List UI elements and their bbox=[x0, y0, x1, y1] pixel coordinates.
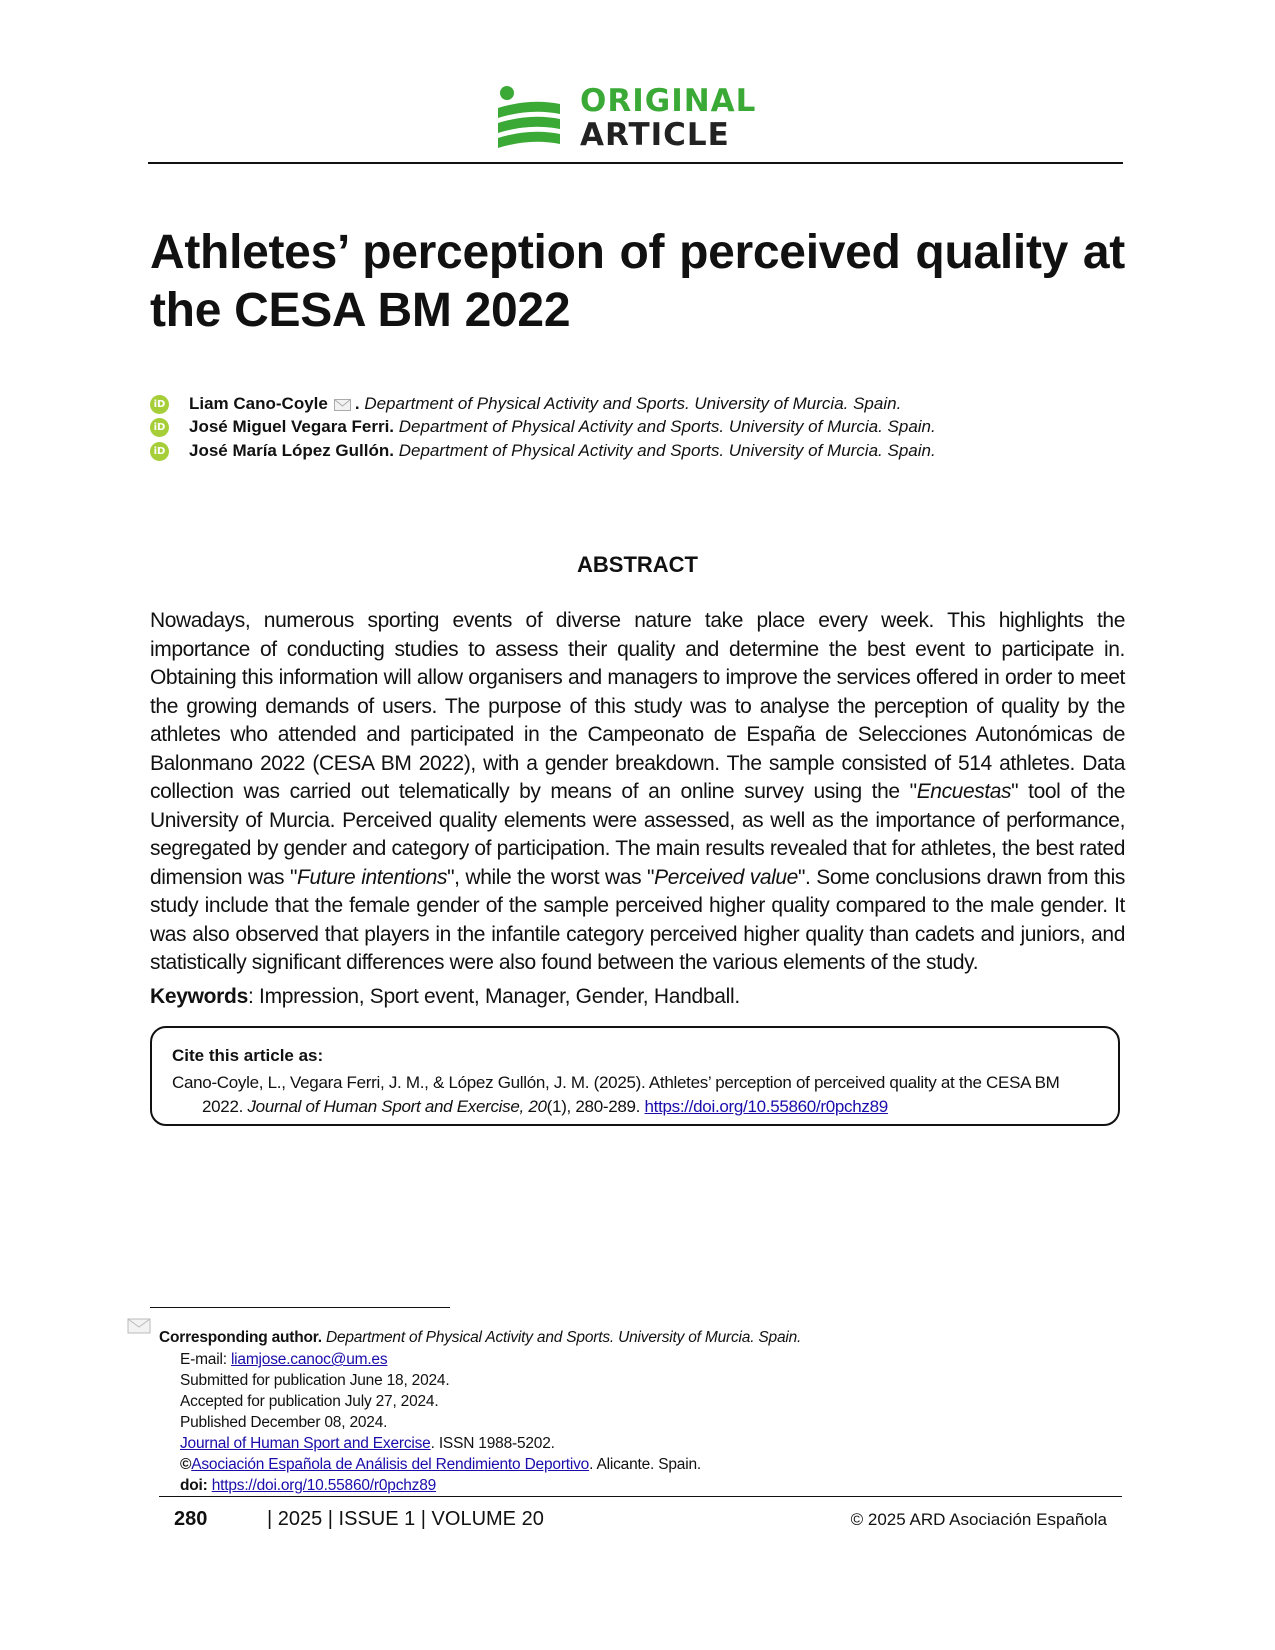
author-line-2 bbox=[150, 416, 1130, 438]
author-affiliation: Department of Physical Activity and Sports. University of Murcia. Spain. bbox=[398, 417, 936, 436]
citation-journal: Journal of Human Sport and Exercise, 20 bbox=[247, 1097, 547, 1116]
citation-heading: Cite this article as: bbox=[172, 1046, 324, 1065]
orcid-icon[interactable]: iD bbox=[150, 418, 169, 437]
accepted-date: Accepted for publication July 27, 2024. bbox=[180, 1393, 439, 1410]
footnote-rule bbox=[150, 1307, 450, 1308]
citation-text: Cano-Coyle, L., Vegara Ferri, J. M., & López Gullón, J. M. (2025). Athletes’ perception of perceived quality at the CESA BM 2022. Journal of Human Sport and Exercise, 20(1), 280-289. https://doi.org/10.55860/r0pchz89 bbox=[172, 1073, 1060, 1116]
author-name: José Miguel Vegara Ferri. bbox=[189, 417, 395, 436]
abstract-text: " tool of the University of Murcia. Perceived quality elements were assessed, as well as the importance of performance, segregated by gender and category of participation. The main results revealed that for athletes, the best rated dimension was " bbox=[150, 780, 1125, 889]
journal-issn-line: Journal of Human Sport and Exercise. ISSN 1988-5202. bbox=[180, 1435, 555, 1452]
article-title: Athletes’ perception of perceived quality at the CESA BM 2022 bbox=[150, 226, 1125, 337]
envelope-icon[interactable] bbox=[334, 399, 351, 411]
author-name: José María López Gullón. bbox=[189, 441, 394, 460]
header-rule bbox=[148, 162, 1123, 164]
abstract-body bbox=[150, 607, 1125, 978]
keywords bbox=[150, 983, 1125, 1011]
abstract-text: ", while the worst was " bbox=[447, 865, 655, 889]
abstract-best-dimension: Future intentions bbox=[297, 865, 448, 889]
keywords-label: Keywords bbox=[150, 985, 248, 1008]
author-name: Liam Cano-Coyle bbox=[189, 394, 328, 413]
badge-word-original: ORIGINAL bbox=[580, 83, 757, 119]
association-link[interactable]: Asociación Española de Análisis del Rendimiento Deportivo bbox=[191, 1456, 590, 1473]
original-article-badge bbox=[498, 83, 778, 153]
email-link[interactable]: liamjose.canoc@um.es bbox=[230, 1351, 388, 1368]
abstract-text: ". Some conclusions drawn from this study include that the female gender of the sample perceived higher quality compared to the male gender. It was also observed that players in the infantile category perceived higher quality than cadets and juniors, and statistically significant differences were also found between the various elements of the study. bbox=[150, 865, 1125, 974]
issue-info: | 2025 | ISSUE 1 | VOLUME 20 bbox=[267, 1508, 544, 1530]
journal-logo-icon bbox=[498, 86, 562, 152]
badge-word-article: ARTICLE bbox=[580, 117, 730, 153]
email-line: E-mail: liamjose.canoc@um.es bbox=[180, 1351, 388, 1368]
doi-link[interactable]: https://doi.org/10.55860/r0pchz89 bbox=[211, 1477, 437, 1494]
journal-link[interactable]: Journal of Human Sport and Exercise bbox=[180, 1435, 431, 1452]
submitted-date: Submitted for publication June 18, 2024. bbox=[180, 1372, 450, 1389]
published-date: Published December 08, 2024. bbox=[180, 1414, 388, 1431]
orcid-icon[interactable]: iD bbox=[150, 395, 169, 414]
citation-doi-link[interactable]: https://doi.org/10.55860/r0pchz89 bbox=[644, 1097, 888, 1116]
citation-box bbox=[150, 1026, 1120, 1126]
orcid-icon[interactable]: iD bbox=[150, 442, 169, 461]
doi-line: doi: https://doi.org/10.55860/r0pchz89 bbox=[180, 1477, 437, 1494]
association-line: ©Asociación Española de Análisis del Rendimiento Deportivo. Alicante. Spain. bbox=[180, 1456, 701, 1473]
abstract-worst-dimension: Perceived value bbox=[654, 865, 798, 889]
copyright-footer: © 2025 ARD Asociación Española bbox=[850, 1510, 1107, 1529]
author-affiliation: Department of Physical Activity and Sports. University of Murcia. Spain. bbox=[364, 394, 902, 413]
envelope-icon bbox=[127, 1316, 151, 1334]
abstract-text: Nowadays, numerous sporting events of diverse nature take place every week. This highlights the importance of conducting studies to assess their quality and determine the best event to participate in. Obtaining this information will allow organisers and managers to improve the services offered in order to meet the growing demands of users. The purpose of this study was to analyse the perception of quality by the athletes who attended and participated in the Campeonato de España de Selecciones Autonómicas de Balonmano 2022 (CESA BM 2022), with a gender breakdown. The sample consisted of 514 athletes. Data collection was carried out telematically by means of an online survey using the " bbox=[150, 609, 1125, 803]
author-affiliation: Department of Physical Activity and Sports. University of Murcia. Spain. bbox=[398, 441, 936, 460]
page-number: 280 bbox=[174, 1508, 208, 1530]
author-line-1: iD Liam Cano-Coyle . Department of Physical Activity and Sports. University of Murcia. Spain. bbox=[150, 393, 1130, 415]
keywords-list: : Impression, Sport event, Manager, Gender, Handball. bbox=[247, 985, 740, 1008]
abstract-tool-name: Encuestas bbox=[916, 780, 1012, 803]
footer-rule bbox=[159, 1496, 1122, 1497]
abstract-heading: ABSTRACT bbox=[577, 552, 698, 577]
author-line-3 bbox=[150, 440, 1130, 462]
corresponding-author: Corresponding author. Department of Physical Activity and Sports. University of Murcia. Spain. bbox=[159, 1329, 802, 1346]
